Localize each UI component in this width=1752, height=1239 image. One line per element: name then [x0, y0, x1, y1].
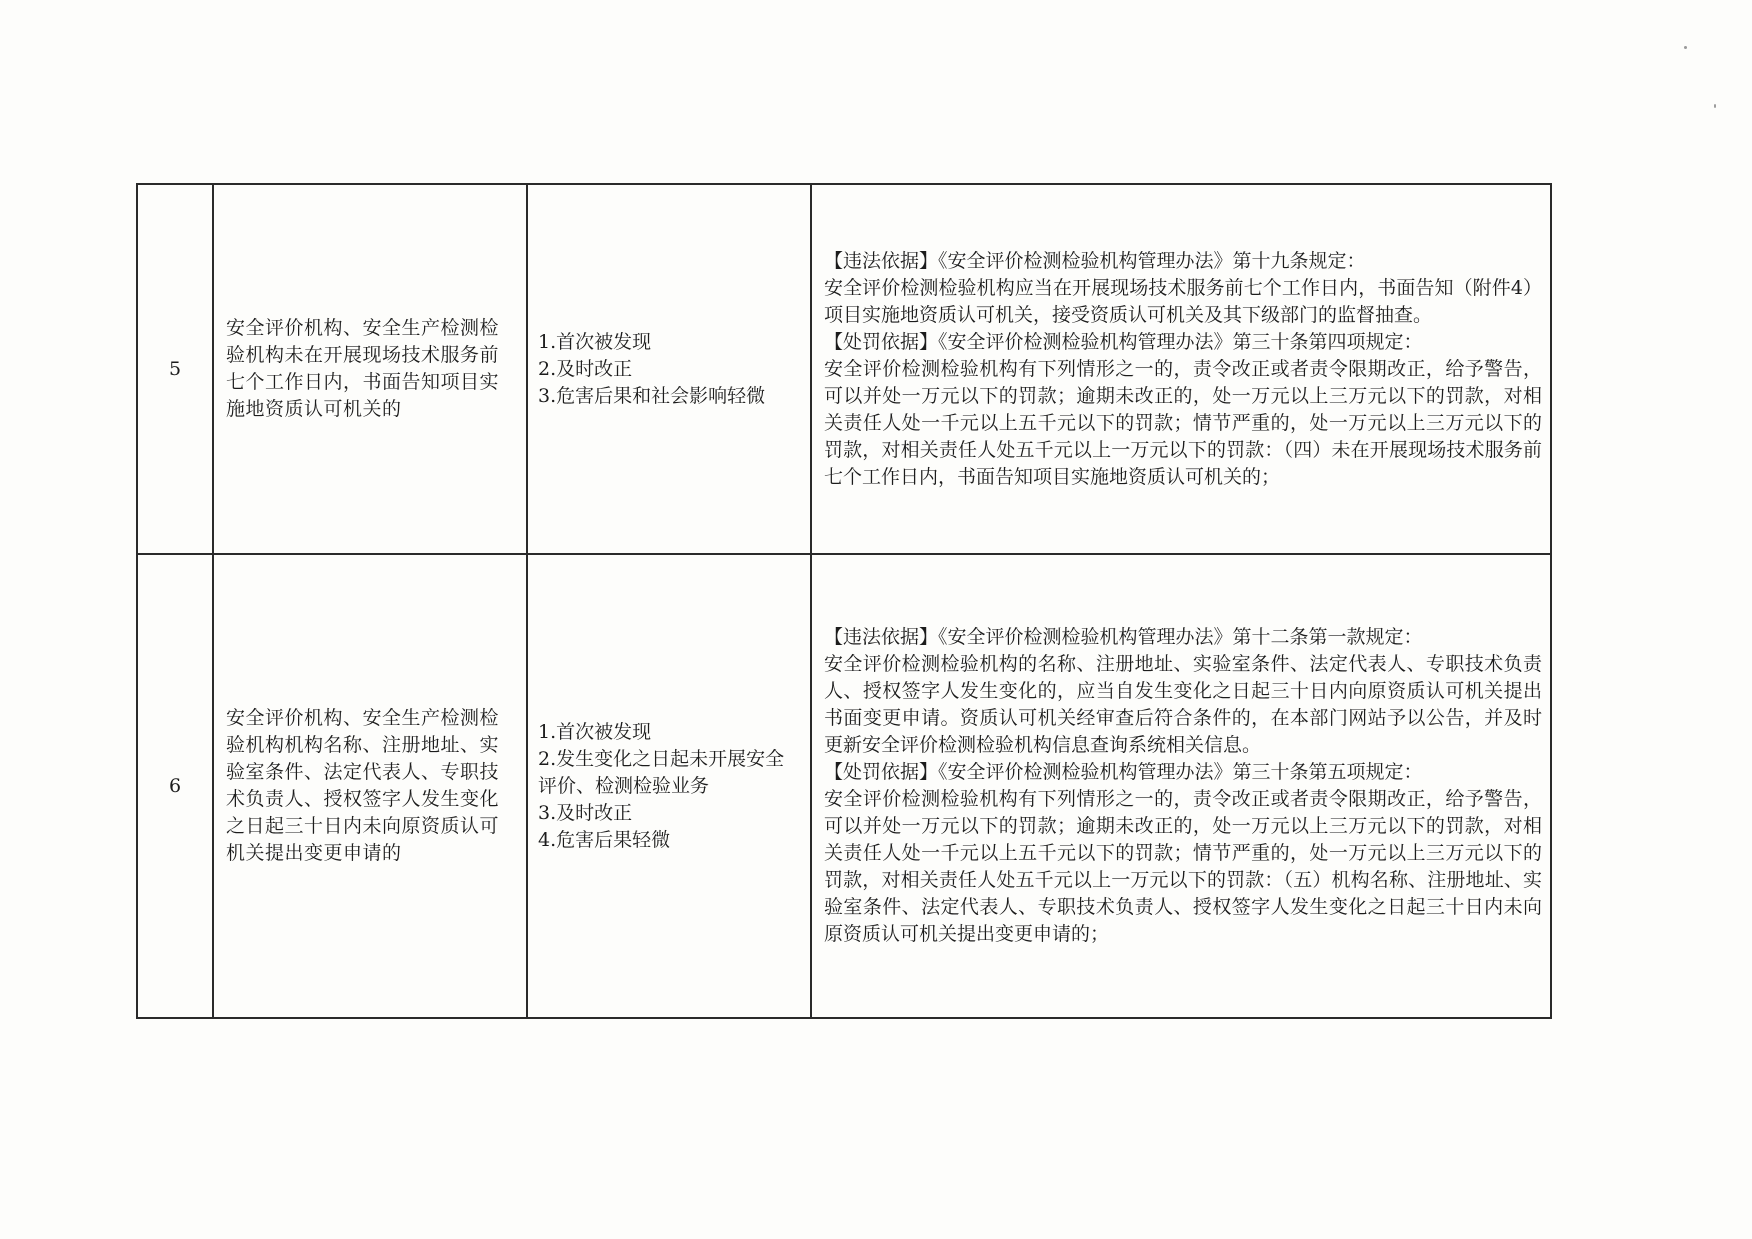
violation-case-text: 安全评价机构、安全生产检测检验机构机构名称、注册地址、实验室条件、法定代表人、专职技术负责人、授权签字人发生变化之日起三十日内未向原资质认可机关提出变更申请的 [226, 707, 500, 864]
condition-item: 1.首次被发现 [538, 330, 652, 353]
penalty-basis-text: 安全评价检测检验机构有下列情形之一的，责令改正或者责令限期改正，给予警告，可以并处一万元以下的罚款；逾期未改正的，处一万元以上三万元以下的罚款，对相关责任人处一千元以上五千元以下的罚款；情节严重的，处一万元以上三万元以下的罚款，对相关责任人处五千元以上一万元以下的罚款：（四）未在开展现场技术服务前七个工作日内，书面告知项目实施地资质认可机关的； [824, 357, 1542, 488]
row-number-cell [137, 554, 213, 1018]
violation-basis-text: 安全评价检测检验机构的名称、注册地址、实验室条件、法定代表人、专职技术负责人、授权签字人发生变化的，应当自发生变化之日起三十日内向原资质认可机关提出书面变更申请。资质认可机关经审查后符合条件的，在本部门网站予以公告，并及时更新安全评价检测检验机构信息查询系统相关信息。 [824, 653, 1542, 756]
scan-speck [1684, 46, 1687, 49]
conditions-cell [527, 554, 811, 1018]
penalty-table [136, 183, 1552, 1019]
condition-item: 4.危害后果轻微 [538, 828, 671, 851]
table-row [137, 184, 1551, 554]
violation-basis-text: 安全评价检测检验机构应当在开展现场技术服务前七个工作日内，书面告知（附件4）项目实施地资质认可机关，接受资质认可机关及其下级部门的监督抽查。 [824, 276, 1542, 326]
penalty-basis-heading: 【处罚依据】《安全评价检测检验机构管理办法》第三十条第五项规定： [824, 761, 1423, 783]
violation-basis-heading: 【违法依据】《安全评价检测检验机构管理办法》第十九条规定： [824, 249, 1366, 272]
condition-item: 2.发生变化之日起未开展安全评价、检测检验业务 [538, 747, 785, 797]
legal-basis-cell [811, 554, 1551, 1018]
violation-case-cell [213, 184, 527, 554]
violation-case-text: 安全评价机构、安全生产检测检验机构未在开展现场技术服务前七个工作日内，书面告知项目实施地资质认可机关的 [226, 317, 500, 420]
violation-basis-heading: 【违法依据】《安全评价检测检验机构管理办法》第十二条第一款规定： [824, 626, 1423, 648]
row-number-cell [137, 184, 213, 554]
penalty-basis-text: 安全评价检测检验机构有下列情形之一的，责令改正或者责令限期改正，给予警告，可以并处一万元以下的罚款；逾期未改正的，处一万元以上三万元以下的罚款，对相关责任人处一千元以上五千元以下的罚款；情节严重的，处一万元以上三万元以下的罚款，对相关责任人处五千元以上一万元以下的罚款：（五）机构名称、注册地址、实验室条件、法定代表人、专职技术负责人、授权签字人发生变化之日起三十日内未向原资质认可机关提出变更申请的； [824, 788, 1542, 945]
condition-item: 3.危害后果和社会影响轻微 [538, 384, 766, 407]
violation-case-cell [213, 554, 527, 1018]
condition-item: 3.及时改正 [538, 801, 633, 824]
condition-item: 1.首次被发现 [538, 720, 652, 743]
condition-item: 2.及时改正 [538, 357, 633, 380]
row-number: 5 [168, 357, 182, 380]
table-row [137, 554, 1551, 1018]
conditions-cell [527, 184, 811, 554]
legal-basis-cell [811, 184, 1551, 554]
scan-speck [1714, 104, 1716, 108]
row-number: 6 [168, 774, 182, 797]
penalty-basis-heading: 【处罚依据】《安全评价检测检验机构管理办法》第三十条第四项规定： [824, 330, 1423, 353]
